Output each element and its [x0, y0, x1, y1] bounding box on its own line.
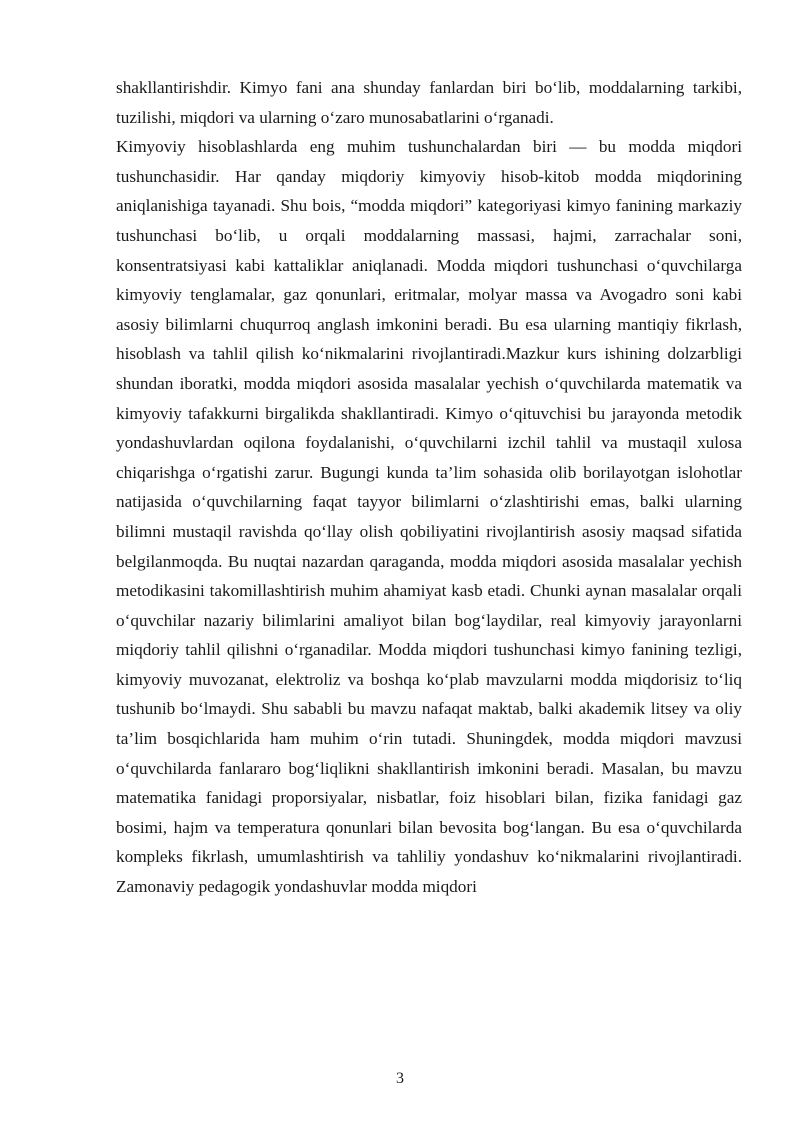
page-number: 3 — [396, 1070, 404, 1087]
paragraph-intro-continued: shakllantirishdir. Kimyo fani ana shunday fanlardan biri bo‘lib, moddalarning tarkibi, tuzilishi, miqdori va ularning o‘zaro munosabatlarini o‘rganadi. — [116, 78, 742, 127]
page-body — [116, 73, 742, 902]
paragraph-main: Kimyoviy hisoblashlarda eng muhim tushunchalardan biri — bu modda miqdori tushunchasidir. Har qanday miqdoriy kimyoviy hisob-kitob modda miqdorining aniqlanishiga tayanadi. Shu bois, “modda miqdori” kategoriyasi kimyo fanining markaziy tushunchasi bo‘lib, u orqali moddalarning massasi, hajmi, zarrachalar soni, konsentratsiyasi kabi kattaliklar aniqlanadi. Modda miqdori tushunchasi o‘quvchilarga kimyoviy tenglamalar, gaz qonunlari, eritmalar, molyar massa va Avogadro soni kabi asosiy bilimlarni chuqurroq anglash imkonini beradi. Bu esa ularning mantiqiy fikrlash, hisoblash va tahlil qilish ko‘nikmalarini rivojlantiradi.Mazkur kurs ishining dolzarbligi shundan iboratki, modda miqdori asosida masalalar yechish o‘quvchilarda matematik va kimyoviy tafakkurni birgalikda shakllantiradi. Kimyo o‘qituvchisi bu jarayonda metodik yondashuvlardan oqilona foydalanishi, o‘quvchilarni izchil tahlil va mustaqil xulosa chiqarishga o‘rgatishi zarur. Bugungi kunda ta’lim sohasida olib borilayotgan islohotlar natijasida o‘quvchilarning faqat tayyor bilimlarni o‘zlashtirishi emas, balki ularning bilimni mustaqil ravishda qo‘llay olish qobiliyatini rivojlantirish asosiy maqsad sifatida belgilanmoqda. Bu nuqtai nazardan qaraganda, modda miqdori asosida masalalar yechish metodikasini takomillashtirish muhim ahamiyat kasb etadi. Chunki aynan masalalar orqali o‘quvchilar nazariy bilimlarini amaliyot bilan bog‘laydilar, real kimyoviy jarayonlarni miqdoriy tahlil qilishni o‘rganadilar. Modda miqdori tushunchasi kimyo fanining tezligi, kimyoviy muvozanat, elektroliz va boshqa ko‘plab mavzularni modda miqdorisiz to‘liq tushunib bo‘lmaydi. Shu sababli bu mavzu nafaqat maktab, balki akademik litsey va oliy ta’lim bosqichlarida ham muhim o‘rin tutadi. Shuningdek, modda miqdori mavzusi o‘quvchilarda fanlararo bog‘liqlikni shakllantirish imkonini beradi. Masalan, bu mavzu matematika fanidagi proporsiyalar, nisbatlar, foiz hisoblari bilan, fizika fanidagi gaz bosimi, hajm va temperatura qonunlari bilan bevosita bog‘langan. Bu esa o‘quvchilarda kompleks fikrlash, umumlashtirish va tahliliy yondashuv ko‘nikmalarini rivojlantiradi. Zamonaviy pedagogik yondashuvlar modda miqdori — [116, 137, 742, 897]
